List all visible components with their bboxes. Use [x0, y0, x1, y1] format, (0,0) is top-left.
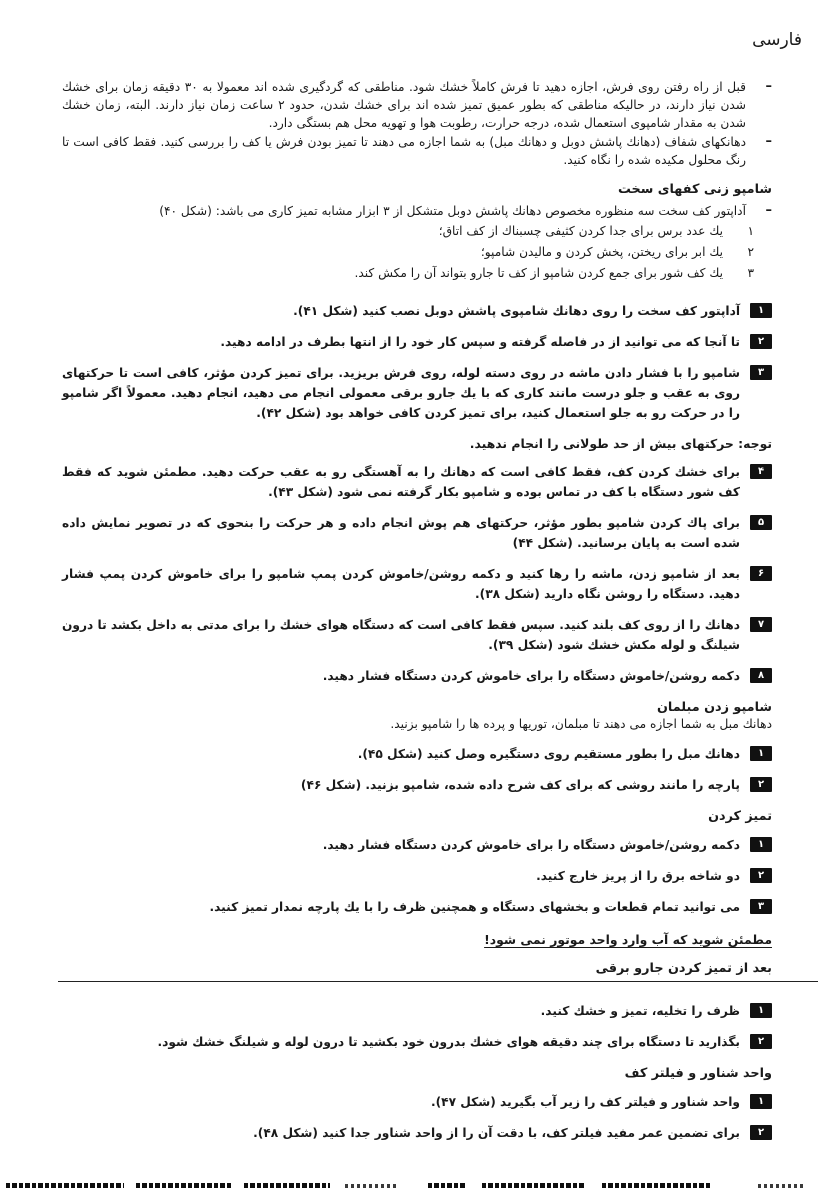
step-item — [62, 301, 772, 321]
step-number-badge: ۱ — [750, 837, 772, 852]
step-text: واحد شناور و فیلتر کف را زیر آب بگیرید (شکل ۴۷). — [430, 1095, 740, 1109]
cutoff-fragment — [136, 1183, 232, 1188]
step-item — [62, 744, 772, 764]
step-number-badge: ۷ — [750, 617, 772, 632]
step-text: برای تضمین عمر مفید فیلتر کف، با دقت آن را از واحد شناور جدا کنید (شکل ۴۸). — [253, 1126, 740, 1140]
step-item — [62, 363, 772, 423]
step-text: دهانك مبل را بطور مستقیم روی دستگیره وصل کنید (شکل ۴۵). — [357, 747, 740, 761]
cutoff-fragment — [345, 1184, 397, 1188]
step-item — [62, 1032, 772, 1052]
section-heading-upholstery: شامپو زدن مبلمان — [656, 700, 772, 715]
step-text: دو شاخه برق را از پریز خارج کنید. — [536, 869, 740, 883]
adapter-bullet — [62, 202, 772, 220]
section-heading-after-cleaning: بعد از تمیز کردن جارو برقی — [595, 961, 772, 976]
step-text: دهانك را از روی کف بلند کنید. سپس فقط کافی است که دستگاه هوای خشك را برای مدتی به داخل بکشد تا درون شیلنگ و لوله مکش خشك شود (شکل ۳۹). — [62, 618, 740, 652]
step-text: تا آنجا که می توانید از در فاصله گرفته و سپس کار خود را از انتها بطرف در ادامه دهید. — [220, 335, 740, 349]
section-divider — [58, 981, 818, 982]
step-number-badge: ۶ — [750, 566, 772, 581]
step-number-badge: ۵ — [750, 515, 772, 530]
step-item — [62, 615, 772, 655]
step-number-badge: ۸ — [750, 668, 772, 683]
intro-bullet-text: دهانکهای شفاف (دهانك پاشش دوبل و دهانك مبل) به شما اجازه می دهند تا تمیز بودن فرش یا کف را بررسی کنید. فقط کافی است تا رنگ محلول مکیده شده را نگاه کنید. — [62, 135, 746, 167]
note-line: توجه: حرکتهای بیش از حد طولانی را انجام ندهید. — [469, 436, 772, 451]
step-item — [62, 866, 772, 886]
step-number-badge: ۲ — [750, 777, 772, 792]
dash-marker: – — [765, 134, 772, 149]
cutoff-fragment — [602, 1183, 710, 1188]
step-number-badge: ۱ — [750, 1003, 772, 1018]
tool-list-item — [62, 221, 754, 242]
step-number-badge: ۳ — [750, 899, 772, 914]
step-text: پارچه را مانند روشی که برای کف شرح داده شده، شامپو بزنید. (شکل ۴۶) — [300, 778, 740, 792]
step-item — [62, 513, 772, 553]
step-text: دکمه روشن/خاموش دستگاه را برای خاموش کردن دستگاه فشار دهید. — [322, 838, 740, 852]
section-heading-hard-floor-shampoo: شامپو زنی کفهای سخت — [617, 182, 772, 197]
step-text: برای خشك کردن کف، فقط کافی است که دهانك را به آهستگی رو به عقب حرکت دهید. مطمئن شوید که فقط کف شور دستگاه با کف در تماس بوده و شامپو بکار گرفته نمی شود (شکل ۴۳). — [62, 465, 740, 499]
step-text: ظرف را تخلیه، تمیز و خشك کنید. — [540, 1004, 740, 1018]
dash-marker: – — [765, 203, 772, 218]
step-item — [62, 1092, 772, 1112]
adapter-bullet-text: آداپتور کف سخت سه منظوره مخصوص دهانك پاشش دوبل متشکل از ۳ ابزار مشابه تمیز کاری می باشد: (شکل ۴۰) — [159, 204, 746, 218]
cutoff-fragment — [428, 1183, 466, 1188]
step-text: بعد از شامپو زدن، ماشه را رها کنید و دکمه روشن/خاموش کردن پمپ شامپو را برای خاموش کردن پمپ فشار دهید. دستگاه را روشن نگاه دارید (شکل ۳۸). — [62, 567, 740, 601]
intro-bullet — [62, 133, 772, 169]
step-text: دکمه روشن/خاموش دستگاه را برای خاموش کردن دستگاه فشار دهید. — [322, 669, 740, 683]
page-body — [62, 78, 772, 1143]
warning-line: مطمئن شوید که آب وارد واحد موتور نمی شود! — [484, 932, 772, 947]
tool-list-item — [62, 242, 754, 263]
step-number-badge: ۴ — [750, 464, 772, 479]
tool-list — [62, 221, 754, 284]
step-item — [62, 775, 772, 795]
intro-bullet-text: قبل از راه رفتن روی فرش، اجازه دهید تا فرش کاملاً خشك شود. مناطقی که گردگیری شده اند معمولا به ۳۰ دقیقه زمان برای خشك شدن نیاز دارند، در حالیکه مناطقی که بطور عمیق تمیز شده اند برای خشك شدن، حدود ۲ ساعت زمان نیاز دارند. البته، زمان خشك شدن به مقدار شامپوی استعمال شده، درجه حرارت، رطوبت هوا و تهویه محل هم بستگی دارد. — [62, 80, 746, 130]
step-number-badge: ۳ — [750, 365, 772, 380]
step-item — [62, 835, 772, 855]
step-item — [62, 1123, 772, 1143]
step-item — [62, 1001, 772, 1021]
step-text: آداپتور کف سخت را روی دهانك شامپوی پاشش دوبل نصب کنید (شکل ۴۱). — [293, 304, 740, 318]
step-number-badge: ۲ — [750, 334, 772, 349]
tool-text: یك ابر برای ریختن، پخش کردن و مالیدن شامپو؛ — [480, 245, 723, 259]
section-heading-cleaning: تمیز کردن — [708, 809, 772, 824]
intro-bullet-list — [62, 78, 772, 169]
tool-text: یك کف شور برای جمع کردن شامپو از کف تا جارو بتواند آن را مکش کند. — [354, 266, 723, 280]
step-item — [62, 666, 772, 686]
tool-number: ۲ — [747, 245, 754, 259]
tool-text: یك عدد برس برای جدا کردن کثیفی چسبناك از کف اتاق؛ — [438, 224, 723, 238]
step-text: شامپو را با فشار دادن ماشه در روی دسته لوله، روی فرش بریزید. برای تمیز کردن مؤثر، کافی است تا حرکتهای روی به عقب و جلو درست مانند کاری که با یك جارو برقی معمولی انجام می دهید، انجام دهید. معمولاً اگر شامپو را در حرکت رو به جلو استعمال کنید، برای تمیز کردن کافی خواهد بود (شکل ۴۲). — [62, 366, 740, 420]
tool-number: ۳ — [747, 266, 754, 280]
page-title: فارسی — [752, 30, 802, 50]
step-text: می توانید تمام قطعات و بخشهای دستگاه و همچنین ظرف را با یك پارچه نمدار تمیز کنید. — [209, 900, 740, 914]
step-number-badge: ۲ — [750, 868, 772, 883]
step-item — [62, 332, 772, 352]
step-number-badge: ۲ — [750, 1034, 772, 1049]
intro-bullet — [62, 78, 772, 132]
step-text: بگذارید تا دستگاه برای چند دقیقه هوای خشك بدرون خود بکشید تا درون لوله و شیلنگ خشك شود. — [157, 1035, 740, 1049]
section-heading-float-filter: واحد شناور و فیلتر کف — [624, 1066, 772, 1081]
tool-list-item — [62, 263, 754, 284]
cutoff-fragment — [758, 1184, 806, 1188]
step-text: برای پاك کردن شامپو بطور مؤثر، حرکتهای هم پوش انجام داده و هر حرکت را بنحوی که در تصویر نمایش داده شده است به پایان برسانید. (شکل ۴۴) — [62, 516, 740, 550]
dash-marker: – — [765, 79, 772, 94]
step-item — [62, 897, 772, 917]
cutoff-fragment — [6, 1183, 124, 1188]
cutoff-fragment — [482, 1183, 586, 1188]
upholstery-intro: دهانك مبل به شما اجازه می دهند تا مبلمان، توریها و پرده ها را شامپو بزنید. — [390, 717, 772, 731]
step-item — [62, 564, 772, 604]
step-item — [62, 462, 772, 502]
step-number-badge: ۱ — [750, 303, 772, 318]
page-bottom-cutoff — [0, 1181, 840, 1189]
step-number-badge: ۱ — [750, 746, 772, 761]
cutoff-fragment — [244, 1183, 330, 1188]
step-number-badge: ۱ — [750, 1094, 772, 1109]
step-number-badge: ۲ — [750, 1125, 772, 1140]
tool-number: ۱ — [747, 224, 754, 238]
